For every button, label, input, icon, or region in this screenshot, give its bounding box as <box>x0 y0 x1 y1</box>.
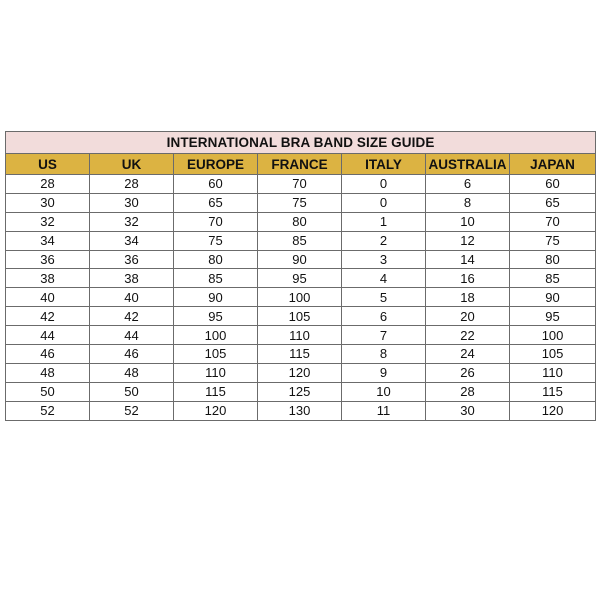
table-row <box>6 382 596 401</box>
table-row <box>6 401 596 420</box>
table-cell-italy: 8 <box>342 345 426 364</box>
table-cell-italy: 3 <box>342 250 426 269</box>
table-title: INTERNATIONAL BRA BAND SIZE GUIDE <box>6 132 596 154</box>
table-cell-australia: 8 <box>426 193 510 212</box>
table-cell-europe: 110 <box>174 363 258 382</box>
table-cell-europe: 90 <box>174 288 258 307</box>
table-cell-uk: 38 <box>90 269 174 288</box>
table-cell-japan: 80 <box>510 250 596 269</box>
table-cell-uk: 28 <box>90 175 174 194</box>
table-cell-japan: 65 <box>510 193 596 212</box>
table-cell-italy: 1 <box>342 212 426 231</box>
table-row <box>6 231 596 250</box>
column-header-france: FRANCE <box>258 154 342 175</box>
table-row <box>6 193 596 212</box>
table-cell-italy: 9 <box>342 363 426 382</box>
title-row <box>6 132 596 154</box>
table-cell-italy: 5 <box>342 288 426 307</box>
table-cell-uk: 50 <box>90 382 174 401</box>
table-cell-japan: 70 <box>510 212 596 231</box>
table-cell-italy: 0 <box>342 175 426 194</box>
table-cell-us: 52 <box>6 401 90 420</box>
table-cell-italy: 7 <box>342 326 426 345</box>
table-cell-japan: 120 <box>510 401 596 420</box>
table-cell-japan: 60 <box>510 175 596 194</box>
table-cell-australia: 30 <box>426 401 510 420</box>
table-row <box>6 269 596 288</box>
table-cell-italy: 4 <box>342 269 426 288</box>
column-header-uk: UK <box>90 154 174 175</box>
table-cell-france: 110 <box>258 326 342 345</box>
column-header-australia: AUSTRALIA <box>426 154 510 175</box>
table-cell-australia: 16 <box>426 269 510 288</box>
table-cell-europe: 95 <box>174 307 258 326</box>
table-cell-japan: 75 <box>510 231 596 250</box>
table-cell-uk: 40 <box>90 288 174 307</box>
table-cell-france: 130 <box>258 401 342 420</box>
table-cell-us: 42 <box>6 307 90 326</box>
table-cell-japan: 100 <box>510 326 596 345</box>
table-row <box>6 288 596 307</box>
table-cell-europe: 75 <box>174 231 258 250</box>
table-cell-france: 115 <box>258 345 342 364</box>
table-cell-australia: 22 <box>426 326 510 345</box>
table-row <box>6 363 596 382</box>
table-cell-europe: 80 <box>174 250 258 269</box>
table-row <box>6 175 596 194</box>
table-cell-uk: 32 <box>90 212 174 231</box>
table-cell-australia: 24 <box>426 345 510 364</box>
table-cell-italy: 11 <box>342 401 426 420</box>
table-cell-europe: 65 <box>174 193 258 212</box>
table-cell-france: 80 <box>258 212 342 231</box>
table-cell-japan: 85 <box>510 269 596 288</box>
table-cell-australia: 18 <box>426 288 510 307</box>
table-cell-us: 28 <box>6 175 90 194</box>
table-cell-japan: 95 <box>510 307 596 326</box>
table-cell-uk: 34 <box>90 231 174 250</box>
table-cell-australia: 10 <box>426 212 510 231</box>
table-cell-france: 120 <box>258 363 342 382</box>
table-row <box>6 307 596 326</box>
table-cell-france: 70 <box>258 175 342 194</box>
table-cell-australia: 28 <box>426 382 510 401</box>
column-header-japan: JAPAN <box>510 154 596 175</box>
table-cell-japan: 90 <box>510 288 596 307</box>
table-cell-uk: 42 <box>90 307 174 326</box>
table-cell-france: 125 <box>258 382 342 401</box>
table-cell-us: 44 <box>6 326 90 345</box>
table-cell-uk: 52 <box>90 401 174 420</box>
table-cell-us: 30 <box>6 193 90 212</box>
table-cell-australia: 20 <box>426 307 510 326</box>
table-cell-uk: 44 <box>90 326 174 345</box>
table-cell-us: 32 <box>6 212 90 231</box>
column-header-row <box>6 154 596 175</box>
table-body <box>6 175 596 421</box>
table-cell-australia: 6 <box>426 175 510 194</box>
table-cell-france: 95 <box>258 269 342 288</box>
table-cell-italy: 10 <box>342 382 426 401</box>
table-cell-europe: 85 <box>174 269 258 288</box>
table-cell-australia: 12 <box>426 231 510 250</box>
table-cell-uk: 36 <box>90 250 174 269</box>
table-cell-us: 50 <box>6 382 90 401</box>
table-cell-us: 38 <box>6 269 90 288</box>
column-header-italy: ITALY <box>342 154 426 175</box>
table-cell-france: 105 <box>258 307 342 326</box>
table-cell-europe: 120 <box>174 401 258 420</box>
table-cell-italy: 6 <box>342 307 426 326</box>
table-cell-europe: 60 <box>174 175 258 194</box>
table-cell-france: 75 <box>258 193 342 212</box>
table-cell-us: 36 <box>6 250 90 269</box>
table-cell-europe: 70 <box>174 212 258 231</box>
table-cell-us: 48 <box>6 363 90 382</box>
table-cell-japan: 105 <box>510 345 596 364</box>
table-cell-italy: 0 <box>342 193 426 212</box>
table-cell-europe: 105 <box>174 345 258 364</box>
table-cell-italy: 2 <box>342 231 426 250</box>
table-row <box>6 326 596 345</box>
table-cell-us: 40 <box>6 288 90 307</box>
column-header-us: US <box>6 154 90 175</box>
table-cell-uk: 48 <box>90 363 174 382</box>
table-cell-europe: 115 <box>174 382 258 401</box>
table-row <box>6 212 596 231</box>
table-cell-japan: 110 <box>510 363 596 382</box>
table-cell-france: 90 <box>258 250 342 269</box>
bra-size-table <box>5 131 596 421</box>
table-cell-europe: 100 <box>174 326 258 345</box>
table-cell-france: 85 <box>258 231 342 250</box>
table-cell-australia: 26 <box>426 363 510 382</box>
table-row <box>6 250 596 269</box>
table-cell-australia: 14 <box>426 250 510 269</box>
table-cell-uk: 46 <box>90 345 174 364</box>
table-cell-france: 100 <box>258 288 342 307</box>
table-cell-japan: 115 <box>510 382 596 401</box>
column-header-europe: EUROPE <box>174 154 258 175</box>
table-cell-us: 46 <box>6 345 90 364</box>
table-cell-us: 34 <box>6 231 90 250</box>
table-cell-uk: 30 <box>90 193 174 212</box>
table-row <box>6 345 596 364</box>
